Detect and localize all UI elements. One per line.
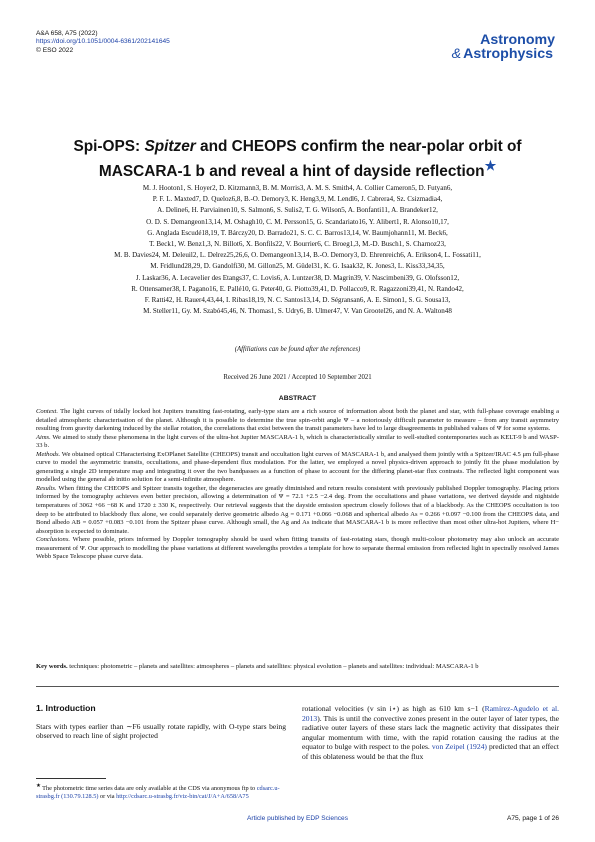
author-line [40,295,555,306]
abstract-aims: Aims. We aimed to study these phenomena in the light curves of the ultra-hot Jupiter MASCARA-1 b, which is characteristically similar to well-studied contemporaries such as KELT-9 b and WASP-33 b. [36,433,559,450]
author-line-text: G. Anglada Escudé18,19, T. Bárczy20, D. Barrado21, S. C. C. Barros13,14, W. Baumjohann11, M. Beck6, [147,228,448,237]
keywords-label: Key words. [36,663,68,670]
author-line [40,228,555,239]
citation: A&A 658, A75 (2022) [36,30,98,37]
abstract-methods: Methods. We obtained optical CHaracterising ExOPlanet Satellite (CHEOPS) transit and occultation light curves of MASCARA-1 b, and analysed them jointly with a Spitzer/IRAC 4.5 μm full-phase curve to model the asymmetric transits, occultations, and phase-dependent flux modulation. For the latter, we employed a novel physics-driven approach to jointly fit the phase modulation by generating a single 2D temperature map and integrating it over the two bandpasses as a function of phase to account for the differing planet-star flux contrasts. The reflected light component was modelled using the general ab initio solution for a semi-infinite atmosphere. [36,450,559,484]
copyright: © ESO 2022 [36,46,74,54]
author-line [40,239,555,250]
abstract-context: Context. The light curves of tidally locked hot Jupiters transiting fast-rotating, early-type stars are a rich source of information about both the planet and star, with full-phase coverage enabling a detailed atmospheric characterisation of the planet. Although it is possible to determine the true spin-orbit angle Ψ – a notoriously difficult parameter to measure – from any transit asymmetry resulting from gravity darkening induced by the stellar rotation, the correlations that exist between the transit parameters have led to large disagreements in published values of Ψ for some systems. [36,408,559,433]
author-line-text: F. Ratti42, H. Rauer4,43,44, I. Ribas18,19, N. C. Santos13,14, D. Ségransan6, A. E. Simon1, S. G. Sousa13, [144,296,451,305]
footnote: ★ The photometric time series data are only available at the CDS via anonymous ftp to cdsarc.u-strasbg.fr (130.79.128.5) or via http://cdsarc.u-strasbg.fr/viz-bin/cat/J/A+A/658/A75 [36,778,286,801]
author-line [40,250,555,261]
author-line [40,284,555,295]
author-line [40,217,555,228]
abstract-heading: ABSTRACT [278,395,317,402]
journal-header [36,30,170,55]
keywords [36,663,559,672]
author-line [40,205,555,216]
author-line-text: T. Beck1, W. Benz1,3, N. Billot6, X. Bonfils22, V. Bourrier6, C. Broeg1,3, M.-D. Busch1, S. Charnoz23, [149,240,446,249]
author-line-text: A. Deline6, H. Parviainen10, S. Salmon6, S. Sulis2, T. G. Wilson5, A. Bonfanti11, A. Brandeker12, [157,206,438,215]
intro-paragraph-left: Stars with types earlier than ∼F6 usually rotate rapidly, with O-type stars being observed to reach line of sight projected [36,721,286,740]
received-date: Received 26 June 2021 / Accepted 10 September 2021 [223,374,372,381]
author-line [40,194,555,205]
title-footnote-star[interactable]: ★ [484,158,497,173]
author-line-text: M. Fridlund28,29, D. Gandolfi30, M. Gillon25, M. Güdel31, K. G. Isaak32, K. Jones3, L. Kiss33,34,35, [150,262,445,271]
intro-paragraph-right: rotational velocities (v sin i⋆) as high as 610 km s−1 (Ramírez-Agudelo et al. 2013). This is until the convective zones present in the outer layer of later types, the radiative outer layers of these stars lack the magnetic activity that dissipates their angular momentum with time, with the rapid rotation causing the radius at the equator to bulge with respect to the poles. von Zeipel (1924) predicted that an effect of this oblateness would be that the flux [302,704,559,761]
author-line [40,183,555,194]
journal-logo-line1: Astronomy [480,32,555,48]
journal-logo-amp: & [451,46,462,62]
keywords-text: techniques: photometric – planets and satellites: atmospheres – planets and satellites: physical evolution – planets and satellites: individual: MASCARA-1 b [67,663,479,670]
abstract-results: Results. When fitting the CHEOPS and Spitzer transits together, the degeneracies are greatly diminished and return results consistent with previously published Doppler tomography. Placing priors informed by the tomography achieves even better precision, allowing a determination of Ψ = 72.1 +2.5 −2.4 deg. From the occultations and phase variations, we derived dayside and nightside temperatures of 3062 +66 −68 K and 1720 ± 330 K, respectively. Our retrieval suggests that the dayside emission spectrum closely follows that of a blackbody. As the CHEOPS occultation is too deep to be attributed to blackbody flux alone, we could separately derive geometric albedo Ag = 0.171 +0.066 −0.068 and spherical albedo As = 0.266 +0.097 −0.100 from the CHEOPS data, and Bond albedo AB = 0.057 +0.083 −0.101 from the Spitzer phase curve. Although small, the Ag and As indicate that MASCARA-1 b is more reflective than most other ultra-hot Jupiters, where H− absorption is expected to dominate. [36,484,559,535]
affiliations-note: (Affiliations can be found after the references) [234,346,361,353]
footnote-star: ★ [36,783,41,789]
abstract-conclusions: Conclusions. Where possible, priors informed by Doppler tomography should be used when fitting transits of fast-rotating stars, though multi-colour photometry may also unlock an accurate measurement of Ψ. Our approach to modelling the phase variations at different wavelengths provides a template for how to separate thermal emission from reflected light in spectrally resolved James Webb Space Telescope phase curve data. [36,536,559,561]
journal-logo [405,33,555,61]
abstract [36,408,559,562]
author-list [40,183,555,317]
author-line [40,273,555,284]
right-column [302,704,559,761]
citation-link-ramirez[interactable]: Ramírez-Agudelo et al. 2013 [302,704,559,723]
title-italic: Spitzer [144,138,196,155]
author-line-text: R. Ottensamer38, I. Pagano16, E. Pallé10, G. Peter40, G. Piotto39,41, D. Pollacco9, R. Ragazzoni39,41, N. Rando42, [131,284,464,293]
author-line-text: P. F. L. Maxted7, D. Queloz6,8, B.-O. Demory3, K. Heng3,9, M. Lendl6, J. Cabrera4, Sz. Csizmadia4, [152,195,443,204]
footnote-separator [36,778,106,779]
author-line-text: O. D. S. Demangeon13,14, M. Oshagh10, C. M. Persson15, G. Scandariato16, Y. Alibert1, R. Alonso10,17, [146,217,449,226]
author-line-text: M. B. Davies24, M. Deleuil2, L. Delrez25,26,6, O. Demangeon13,14, B.-O. Demory3, D. Ehrenreich6, A. Erikson4, L. Fossati11, [114,251,481,260]
section-heading-introduction: 1. Introduction [36,703,96,713]
footnote-cds-link[interactable]: http://cdsarc.u-strasbg.fr/viz-bin/cat/J/A+A/658/A75 [116,793,249,801]
section-divider [36,686,559,687]
author-line-text: M. J. Hooton1, S. Hoyer2, D. Kitzmann3, B. M. Morris3, A. M. S. Smith4, A. Collier Cameron5, D. Futyan6, [142,184,453,192]
title-prefix: Spi-OPS: [73,138,145,155]
publisher-link[interactable]: Article published by EDP Sciences [246,815,349,822]
citation-link-von-zeipel[interactable]: von Zeipel (1924) [431,742,487,751]
journal-logo-line2: Astrophysics [463,46,553,62]
author-line [40,261,555,272]
page-number: A75, page 1 of 26 [506,815,559,822]
author-line-text: M. Steller11, Gy. M. Szabó45,46, N. Thomas1, S. Udry6, B. Ulmer47, V. Van Grootel26, and N. A. Walton48 [143,307,452,316]
footnote-ftp-link[interactable]: cdsarc.u-strasbg.fr (130.79.128.5) [36,785,280,801]
author-line-text: J. Laskar36, A. Lecavelier des Etangs37, C. Lovis6, A. Luntzer38, D. Magrin39, V. Nascimbeni39, G. Olofsson12, [135,273,460,282]
title-suffix: and CHEOPS confirm the near-polar orbit of [195,138,522,155]
doi-link[interactable]: https://doi.org/10.1051/0004-6361/202141645 [36,38,170,46]
title-line2: MASCARA-1 b and reveal a hint of dayside reflection [98,163,485,181]
author-line [40,306,555,317]
paper-title [36,137,559,181]
left-column [36,704,286,741]
